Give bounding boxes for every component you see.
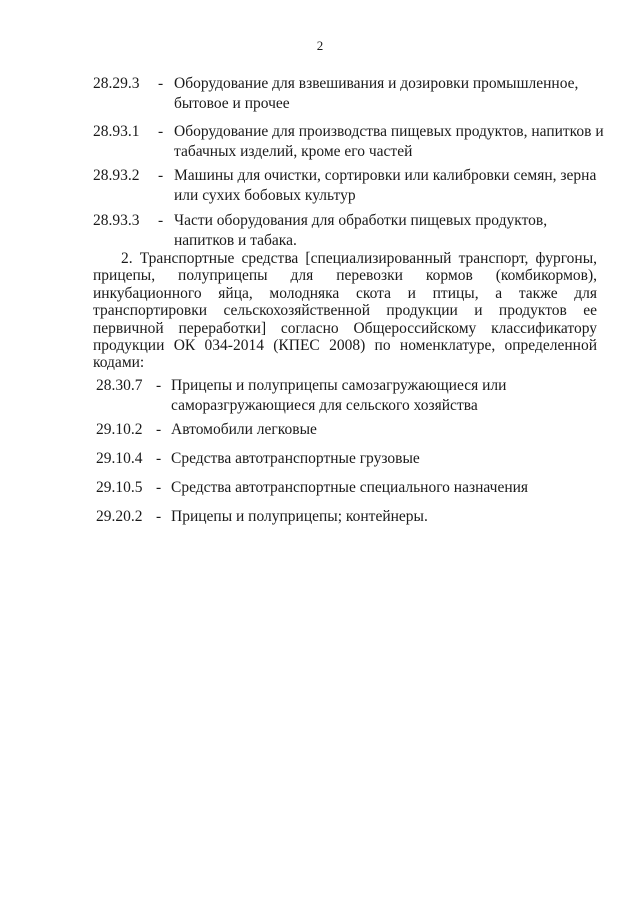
list-item-code: 28.93.3	[93, 212, 140, 229]
paragraph-transport: 2. Транспортные средства [специализированный транспорт, фургоны, прицепы, полуприцепы для перевозки кормов (комбикормов), инкубационного яйца, молодняка скота и птицы, а также для транспортировки сельскохозяйственной продукции и продуктов ее первичной переработки] согласно Общероссийскому классификатору продукции ОК 034-2014 (КПЕС 2008) по номенклатуре, определенной кодами:	[93, 250, 597, 372]
list-item-dash: -	[158, 212, 164, 229]
list-item-code: 28.93.1	[93, 123, 140, 140]
list-item-text: Средства автотранспортные грузовые	[171, 450, 420, 467]
list-item-text: Прицепы и полуприцепы самозагружающиеся или саморазгружающиеся для сельского хозяйства	[171, 377, 507, 414]
list-item-text: Прицепы и полуприцепы; контейнеры.	[171, 508, 428, 525]
list-item-dash: -	[158, 123, 164, 140]
page-number: 2	[316, 38, 324, 53]
list-item-code: 28.93.2	[93, 167, 140, 184]
list-item-dash: -	[156, 377, 162, 394]
list-item-dash: -	[156, 479, 162, 496]
list-item-dash: -	[158, 75, 164, 92]
list-item-code: 28.30.7	[96, 377, 143, 394]
list-item-dash: -	[156, 450, 162, 467]
list-item-text: Оборудование для взвешивания и дозировки промышленное, бытовое и прочее	[174, 75, 579, 112]
list-item-code: 28.29.3	[93, 75, 140, 92]
list-item-dash: -	[158, 167, 164, 184]
list-item-code: 29.10.5	[96, 479, 143, 496]
list-item-text: Оборудование для производства пищевых продуктов, напитков и табачных изделий, кроме его частей	[174, 123, 604, 160]
list-item-dash: -	[156, 508, 162, 525]
list-item-code: 29.20.2	[96, 508, 143, 525]
list-item-text: Средства автотранспортные специального назначения	[171, 479, 529, 496]
list-item-code: 29.10.2	[96, 421, 143, 438]
list-item-dash: -	[156, 421, 162, 438]
list-item-code: 29.10.4	[96, 450, 143, 467]
list-item-text: Автомобили легковые	[171, 421, 317, 438]
list-item-text: Части оборудования для обработки пищевых продуктов, напитков и табака.	[174, 212, 548, 249]
list-item-text: Машины для очистки, сортировки или калибровки семян, зерна или сухих бобовых культур	[174, 167, 597, 204]
